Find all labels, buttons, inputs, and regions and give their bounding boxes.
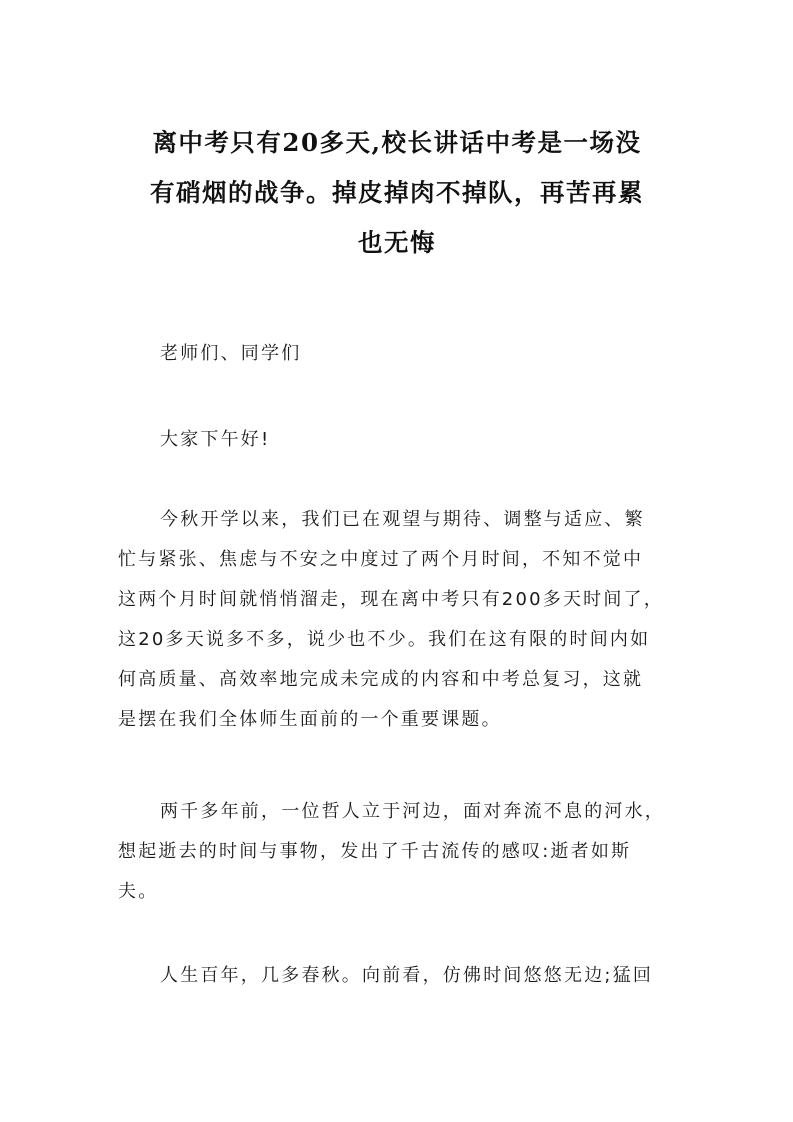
life-paragraph [118,956,678,996]
paragraph-line: 这两个月时间就悄悄溜走，现在离中考只有200多天时间了， [118,589,664,610]
paragraph-line: 忙与紧张、焦虑与不安之中度过了两个月时间，不知不觉中 [118,549,644,570]
paragraph-line: 是摆在我们全体师生面前的一个重要课题。 [118,709,502,730]
paragraph-line: 想起逝去的时间与事物，发出了千古流传的感叹:逝者如斯 [118,841,632,862]
paragraph-line: 人生百年，几多春秋。向前看，仿佛时间悠悠无边;猛回 [160,965,654,986]
paragraph-line: 大家下午好! [160,429,271,450]
salutation-paragraph [118,334,678,374]
intro-paragraph [118,500,678,740]
paragraph-line: 这20多天说多不多，说少也不少。我们在这有限的时间内如 [118,629,651,650]
title-line-2: 有硝烟的战争。掉皮掉肉不掉队，再苦再累 [150,178,644,207]
title-line-1: 离中考只有20多天,校长讲话中考是一场没 [152,128,642,157]
document-title [112,118,682,268]
paragraph-line: 两千多年前，一位哲人立于河边，面对奔流不息的河水， [160,801,665,822]
paragraph-line: 何高质量、高效率地完成未完成的内容和中考总复习，这就 [118,669,644,690]
paragraph-line: 今秋开学以来，我们已在观望与期待、调整与适应、繁 [160,509,645,530]
title-line-3: 也无悔 [358,228,436,257]
paragraph-line: 夫。 [118,881,159,902]
paragraph-line: 老师们、同学们 [160,343,302,364]
greeting-paragraph [118,420,678,460]
philosopher-paragraph [118,792,678,912]
